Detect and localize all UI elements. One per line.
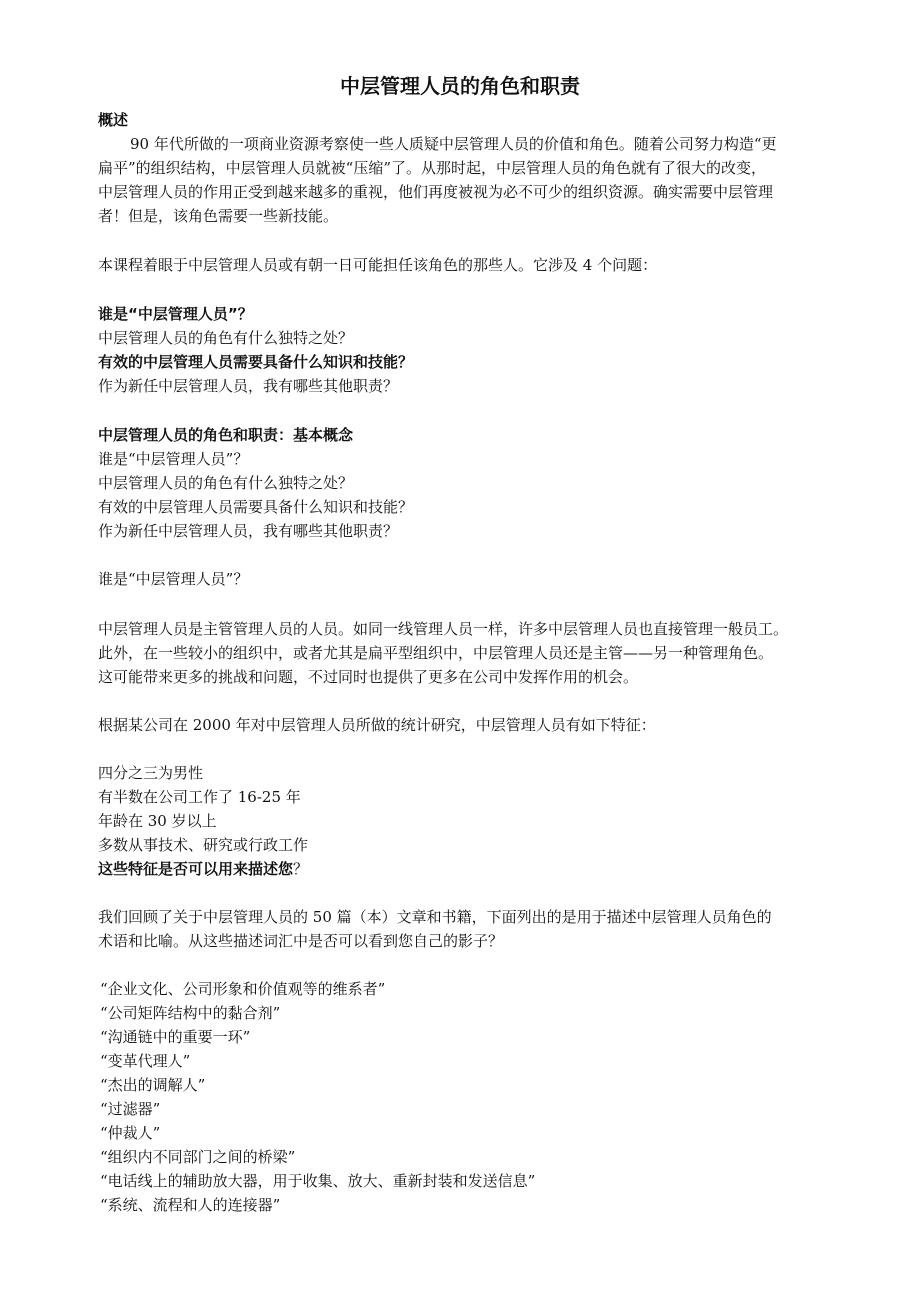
quote-item: “过滤器” <box>100 1100 161 1118</box>
overview-line: 者！但是，该角色需要一些新技能。 <box>98 207 339 225</box>
question-item: 中层管理人员的角色有什么独特之处？ <box>98 329 354 347</box>
quote-item: “电话线上的辅助放大器，用于收集、放大、重新封装和发送信息” <box>100 1172 536 1190</box>
question-item: 作为新任中层管理人员，我有哪些其他职责？ <box>98 377 399 395</box>
question-item: 有效的中层管理人员需要具备什么知识和技能？ <box>98 353 414 371</box>
traits-question <box>98 857 840 881</box>
course-intro: 本课程着眼于中层管理人员或有朝一日可能担任该角色的那些人。它涉及 4 个问题： <box>98 256 658 274</box>
basic-concepts-heading: 中层管理人员的角色和职责：基本概念 <box>98 426 354 444</box>
page-title: 中层管理人员的角色和职责 <box>340 74 580 98</box>
quote-item: “变革代理人” <box>100 1052 191 1070</box>
quote-item: “组织内不同部门之间的桥梁” <box>100 1148 296 1166</box>
trait-item: 年龄在 30 岁以上 <box>98 812 217 830</box>
overview-line: 扁平”的组织结构，中层管理人员就被“压缩”了。从那时起，中层管理人员的角色就有了很大的改变， <box>98 159 767 177</box>
overview-heading: 概述 <box>98 111 129 129</box>
quote-item: “系统、流程和人的连接器” <box>100 1196 281 1214</box>
question-item: 作为新任中层管理人员，我有哪些其他职责？ <box>98 522 399 540</box>
traits-question-bold: 这些特征是否可以用来描述您 <box>98 860 294 878</box>
quote-item: “公司矩阵结构中的黏合剂” <box>100 1004 281 1022</box>
overview-line: 90 年代所做的一项商业资源考察使一些人质疑中层管理人员的价值和角色。随着公司努力构造“更 <box>130 135 777 153</box>
who-line: 此外，在一些较小的组织中，或者尤其是扁平型组织中，中层管理人员还是主管——另一种管理角色。 <box>98 644 774 662</box>
who-line: 这可能带来更多的挑战和问题，不过同时也提供了更多在公司中发挥作用的机会。 <box>98 668 639 686</box>
quote-item: “杰出的调解人” <box>100 1076 206 1094</box>
review-line: 我们回顾了关于中层管理人员的 50 篇（本）文章和书籍，下面列出的是用于描述中层管理人员角色的 <box>98 908 772 926</box>
review-line: 术语和比喻。从这些描述词汇中是否可以看到您自己的影子？ <box>98 932 504 950</box>
quote-item: “企业文化、公司形象和价值观等的维系者” <box>100 980 386 998</box>
trait-item: 多数从事技术、研究或行政工作 <box>98 836 309 854</box>
question-item: 中层管理人员的角色有什么独特之处？ <box>98 474 354 492</box>
who-line: 中层管理人员是主管管理人员的人员。如同一线管理人员一样，许多中层管理人员也直接管理一般员工。 <box>98 620 789 638</box>
question-item: 谁是“中层管理人员”？ <box>98 305 253 323</box>
question-item: 谁是“中层管理人员”？ <box>98 450 249 468</box>
who-heading: 谁是“中层管理人员”？ <box>98 570 249 588</box>
trait-item: 有半数在公司工作了 16-25 年 <box>98 788 301 806</box>
quote-item: “仲裁人” <box>100 1124 161 1142</box>
study-line: 根据某公司在 2000 年对中层管理人员所做的统计研究，中层管理人员有如下特征： <box>98 716 656 734</box>
trait-item: 四分之三为男性 <box>98 764 204 782</box>
question-item: 有效的中层管理人员需要具备什么知识和技能？ <box>98 498 414 516</box>
traits-question-end: ？ <box>293 860 309 878</box>
overview-line: 中层管理人员的作用正受到越来越多的重视，他们再度被视为必不可少的组织资源。确实需要中层管理 <box>98 183 774 201</box>
quote-item: “沟通链中的重要一环” <box>100 1028 251 1046</box>
